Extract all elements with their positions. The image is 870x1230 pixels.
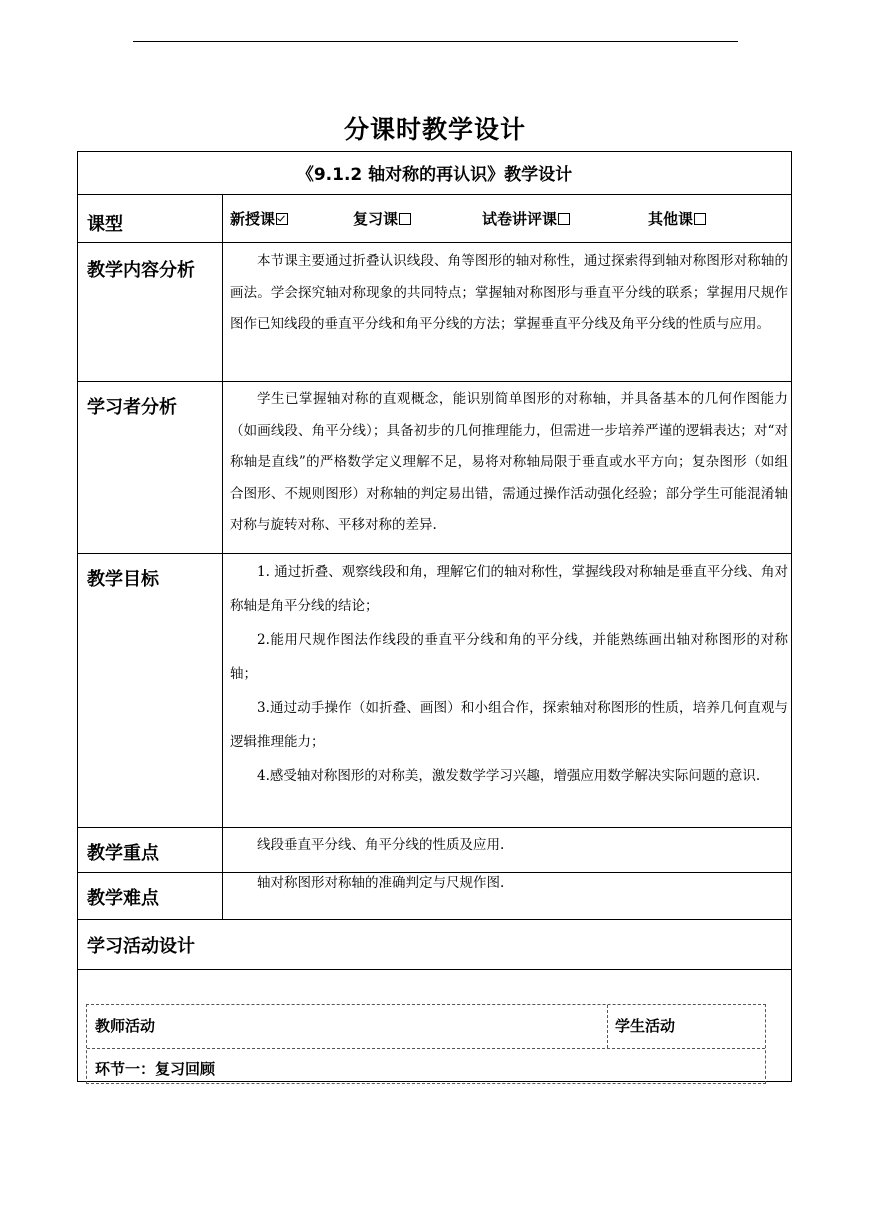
activity-table	[86, 1004, 766, 1084]
activity-design-label: 学习活动设计	[87, 936, 195, 957]
option-review-lesson[interactable]	[353, 208, 411, 229]
learner-analysis-label: 学习者分析	[87, 397, 177, 418]
row-divider	[78, 827, 791, 828]
checkbox-icon[interactable]	[558, 213, 570, 225]
key-points-paragraph: 线段垂直平分线、角平分线的性质及应用.	[257, 837, 505, 853]
teacher-activity-header: 教师活动	[95, 1017, 156, 1035]
row-divider	[78, 381, 791, 382]
option-review-lesson-label: 复习课	[353, 210, 399, 228]
key-points-text	[230, 830, 788, 862]
column-divider	[222, 194, 223, 919]
student-activity-header: 学生活动	[615, 1017, 676, 1035]
row-divider	[78, 969, 791, 970]
option-exam-review-label: 试卷讲评课	[482, 210, 558, 228]
goal-item: 3.通过动手操作（如折叠、画图）和小组合作，探索轴对称图形的性质，培养几何直观与逻辑推理能力；	[230, 700, 788, 750]
option-other-lesson[interactable]	[648, 208, 706, 229]
checked-box-icon[interactable]	[276, 213, 288, 225]
row-divider	[78, 553, 791, 554]
option-new-lesson[interactable]	[230, 208, 288, 229]
option-other-lesson-label: 其他课	[648, 210, 694, 228]
option-new-lesson-label: 新授课	[230, 210, 276, 228]
activity-row-divider	[87, 1048, 765, 1049]
content-analysis-paragraph: 本节课主要通过折叠认识线段、角等图形的轴对称性，通过探索得到轴对称图形对称轴的画法。学会探究轴对称现象的共同特点；掌握轴对称图形与垂直平分线的联系；掌握用尺规作图作已知线段的垂直平分线和角平分线的方法；掌握垂直平分线及角平分线的性质与应用。	[230, 253, 788, 332]
goals-label: 教学目标	[87, 569, 159, 590]
row-divider	[78, 194, 791, 195]
checkbox-icon[interactable]	[399, 213, 411, 225]
checkbox-icon[interactable]	[694, 213, 706, 225]
goal-item: 4.感受轴对称图形的对称美，激发数学学习兴趣，增强应用数学解决实际问题的意识.	[257, 768, 761, 784]
course-type-label: 课型	[87, 214, 123, 235]
row-divider	[78, 919, 791, 920]
stage-one-label: 环节一：复习回顾	[95, 1060, 216, 1078]
design-title: 《9.1.2 轴对称的再认识》教学设计	[296, 165, 573, 185]
goal-item: 1. 通过折叠、观察线段和角，理解它们的轴对称性，掌握线段对称轴是垂直平分线、角对称轴是角平分线的结论；	[230, 564, 788, 614]
goals-list	[230, 555, 788, 793]
key-points-label: 教学重点	[87, 843, 159, 864]
content-analysis-text	[230, 246, 788, 341]
activity-column-divider	[607, 1005, 608, 1048]
difficulties-paragraph: 轴对称图形对称轴的准确判定与尺规作图.	[257, 875, 505, 891]
row-divider	[78, 242, 791, 243]
difficulties-label: 教学难点	[87, 888, 159, 909]
goal-item: 2.能用尺规作图法作线段的垂直平分线和角的平分线，并能熟练画出轴对称图形的对称轴；	[230, 632, 788, 682]
page-title: 分课时教学设计	[343, 115, 526, 144]
difficulties-text	[230, 868, 788, 900]
lesson-plan-table	[77, 151, 792, 1082]
learner-analysis-text	[230, 384, 788, 542]
content-analysis-label: 教学内容分析	[87, 260, 195, 281]
learner-analysis-paragraph: 学生已掌握轴对称的直观概念，能识别简单图形的对称轴，并具备基本的几何作图能力（如画线段、角平分线）；具备初步的几何推理能力，但需进一步培养严谨的逻辑表达；对“对称轴是直线”的严格数学定义理解不足，易将对称轴局限于垂直或水平方向；复杂图形（如组合图形、不规则图形）对称轴的判定易出错，需通过操作活动强化经验；部分学生可能混淆轴对称与旋转对称、平移对称的差异.	[230, 391, 788, 533]
option-exam-review-lesson[interactable]	[482, 208, 570, 229]
header-rule	[133, 41, 738, 42]
